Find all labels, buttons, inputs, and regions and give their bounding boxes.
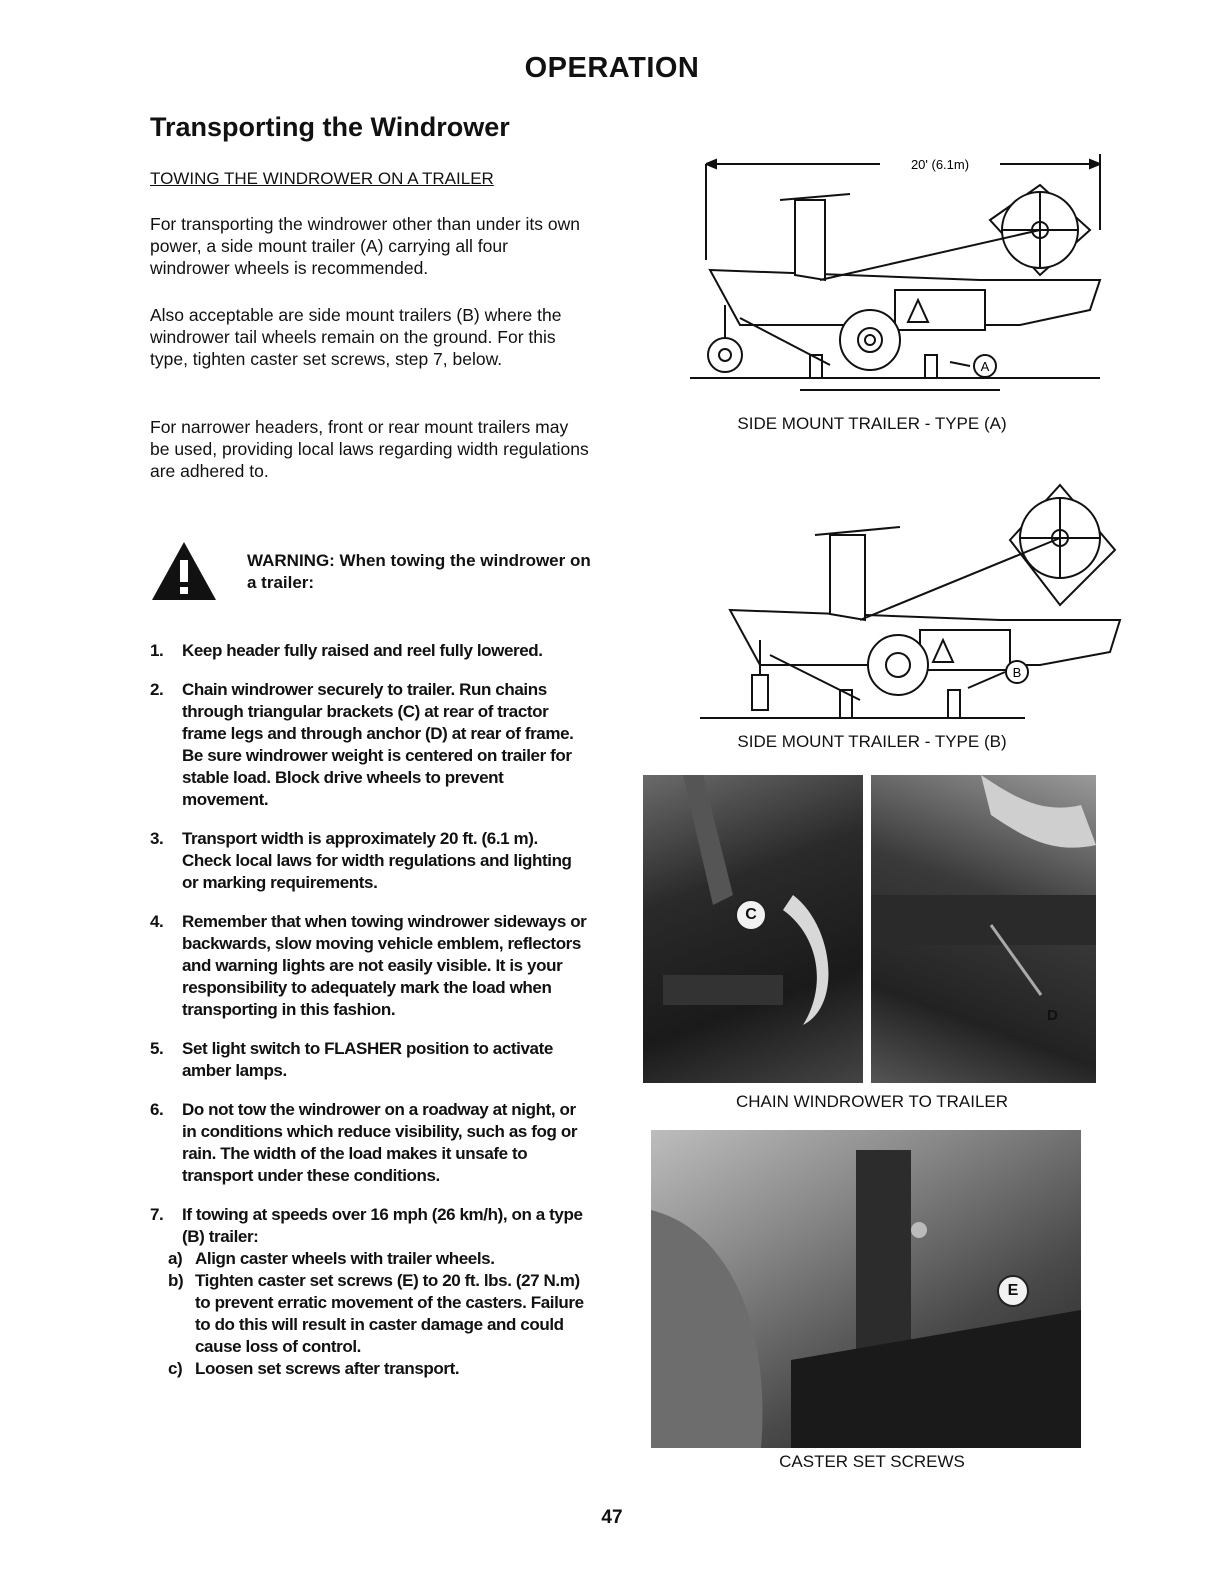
steps-list [150,640,590,1397]
photo-chain-right [871,775,1096,1083]
figure-trailer-type-b [690,480,1130,725]
subheading: TOWING THE WINDROWER ON A TRAILER [150,169,494,188]
step-number: 7. [150,1205,164,1224]
step-number: 4. [150,912,164,931]
substep-letter: b) [168,1271,184,1290]
step-text: Chain windrower securely to trailer. Run chains through triangular brackets (C) at rear of tractor frame legs and through anchor (D) at rear of frame. Be sure windrower weight is centered on trailer for stable load. Block drive wheels to prevent movement. [182,680,574,809]
photo-chain-left [643,775,863,1083]
caption-chain-windrower: CHAIN WINDROWER TO TRAILER [735,1092,1009,1111]
step-text: Transport width is approximately 20 ft. (6.1 m). Check local laws for width regulations and lighting or marking requirements. [182,829,572,892]
callout-b: B [1012,665,1022,680]
warning-icon [150,540,218,602]
warning-text: WARNING: When towing the windrower on a trailer: [247,551,591,592]
paragraph-2: Also acceptable are side mount trailers (B) where the windrower tail wheels remain on the ground. For this type, tighten caster set screws, step 7, below. [150,305,562,369]
step-text: If towing at speeds over 16 mph (26 km/h), on a type (B) trailer: [182,1205,583,1246]
caption-trailer-type-a: SIDE MOUNT TRAILER - TYPE (A) [737,414,1007,433]
callout-a: A [980,359,990,374]
step-number: 6. [150,1100,164,1119]
step-item [150,1204,590,1380]
substep-item [150,1248,590,1270]
step-item [150,1099,590,1187]
step-item [150,640,590,662]
substep-item [150,1270,590,1358]
paragraph-1: For transporting the windrower other than under its own power, a side mount trailer (A) carrying all four windrower wheels is recommended. [150,214,580,278]
step-number: 1. [150,641,164,660]
substeps-list [168,1248,590,1380]
caption-trailer-type-b: SIDE MOUNT TRAILER - TYPE (B) [737,732,1007,751]
step-text: Remember that when towing windrower sideways or backwards, slow moving vehicle emblem, reflectors and warning lights are not easily visible. It is your responsibility to adequately mark the load when transporting in this fashion. [182,912,587,1019]
paragraph-3: For narrower headers, front or rear mount trailers may be used, providing local laws regarding width regulations are adhered to. [150,417,589,481]
step-number: 2. [150,680,164,699]
step-number: 5. [150,1039,164,1058]
step-number: 3. [150,829,164,848]
step-text: Set light switch to FLASHER position to activate amber lamps. [182,1039,553,1080]
step-item [150,911,590,1021]
substep-letter: c) [168,1359,183,1378]
photo-chain-right-art [871,775,1096,1083]
step-item [150,1038,590,1082]
step-text: Keep header fully raised and reel fully lowered. [182,641,543,660]
figure-trailer-type-a [680,150,1120,400]
substep-text: Tighten caster set screws (E) to 20 ft. lbs. (27 N.m) to prevent erratic movement of the casters. Failure to do this will result in caster damage and could cause loss of control. [195,1271,584,1356]
substep-text: Loosen set screws after transport. [195,1359,460,1378]
step-text: Do not tow the windrower on a roadway at night, or in conditions which reduce visibility, such as fog or rain. The width of the load makes it unsafe to transport under these conditions. [182,1100,578,1185]
step-item [150,828,590,894]
substep-item [150,1358,590,1380]
page-number: 47 [601,1507,623,1528]
callout-d: D [1047,1007,1058,1024]
step-item [150,679,590,811]
dimension-label: 20' (6.1m) [910,157,970,172]
substep-text: Align caster wheels with trailer wheels. [195,1249,495,1268]
callout-e-marker: E [997,1275,1029,1307]
page-header: OPERATION [524,52,700,84]
caption-caster-set-screws: CASTER SET SCREWS [779,1452,965,1471]
substep-letter: a) [168,1249,183,1268]
section-title: Transporting the Windrower [150,112,510,142]
callout-c: C [735,899,767,931]
